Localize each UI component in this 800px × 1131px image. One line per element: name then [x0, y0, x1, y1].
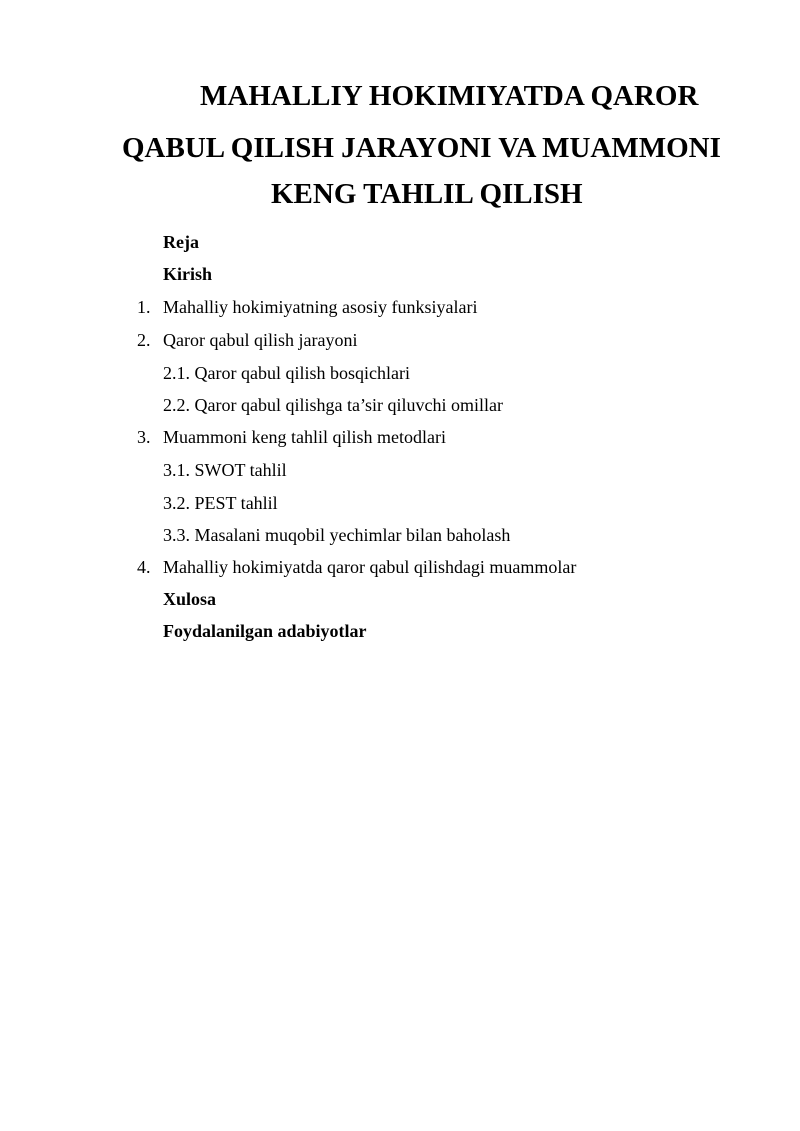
toc-subitem: 3.1. SWOT tahlil — [163, 460, 287, 480]
toc-item: Qaror qabul qilish jarayoni — [163, 330, 358, 350]
document-title-line-1: MAHALLIY HOKIMIYATDA QAROR — [200, 80, 699, 112]
toc-subitem: 3.3. Masalani muqobil yechimlar bilan baholash — [163, 525, 511, 545]
toc-item-intro: Kirish — [163, 264, 213, 284]
toc-item-number: 3. — [137, 427, 151, 447]
document-title-line-2: QABUL QILISH JARAYONI VA MUAMMONI — [122, 132, 721, 164]
toc-subitem: 2.2. Qaror qabul qilishga ta’sir qiluvchi omillar — [163, 395, 503, 415]
document-title-line-3: KENG TAHLIL QILISH — [271, 178, 583, 210]
toc-item: Mahalliy hokimiyatda qaror qabul qilishdagi muammolar — [163, 557, 577, 577]
toc-item-number: 4. — [137, 557, 151, 577]
toc-item-references: Foydalanilgan adabiyotlar — [163, 621, 367, 641]
toc-item-conclusion: Xulosa — [163, 589, 217, 609]
toc-item: Mahalliy hokimiyatning asosiy funksiyalari — [163, 297, 478, 317]
toc-item: Muammoni keng tahlil qilish metodlari — [163, 427, 446, 447]
plan-heading: Reja — [163, 232, 199, 252]
toc-item-number: 1. — [137, 297, 151, 317]
toc-subitem: 3.2. PEST tahlil — [163, 493, 278, 513]
toc-item-number: 2. — [137, 330, 151, 350]
toc-subitem: 2.1. Qaror qabul qilish bosqichlari — [163, 363, 410, 383]
